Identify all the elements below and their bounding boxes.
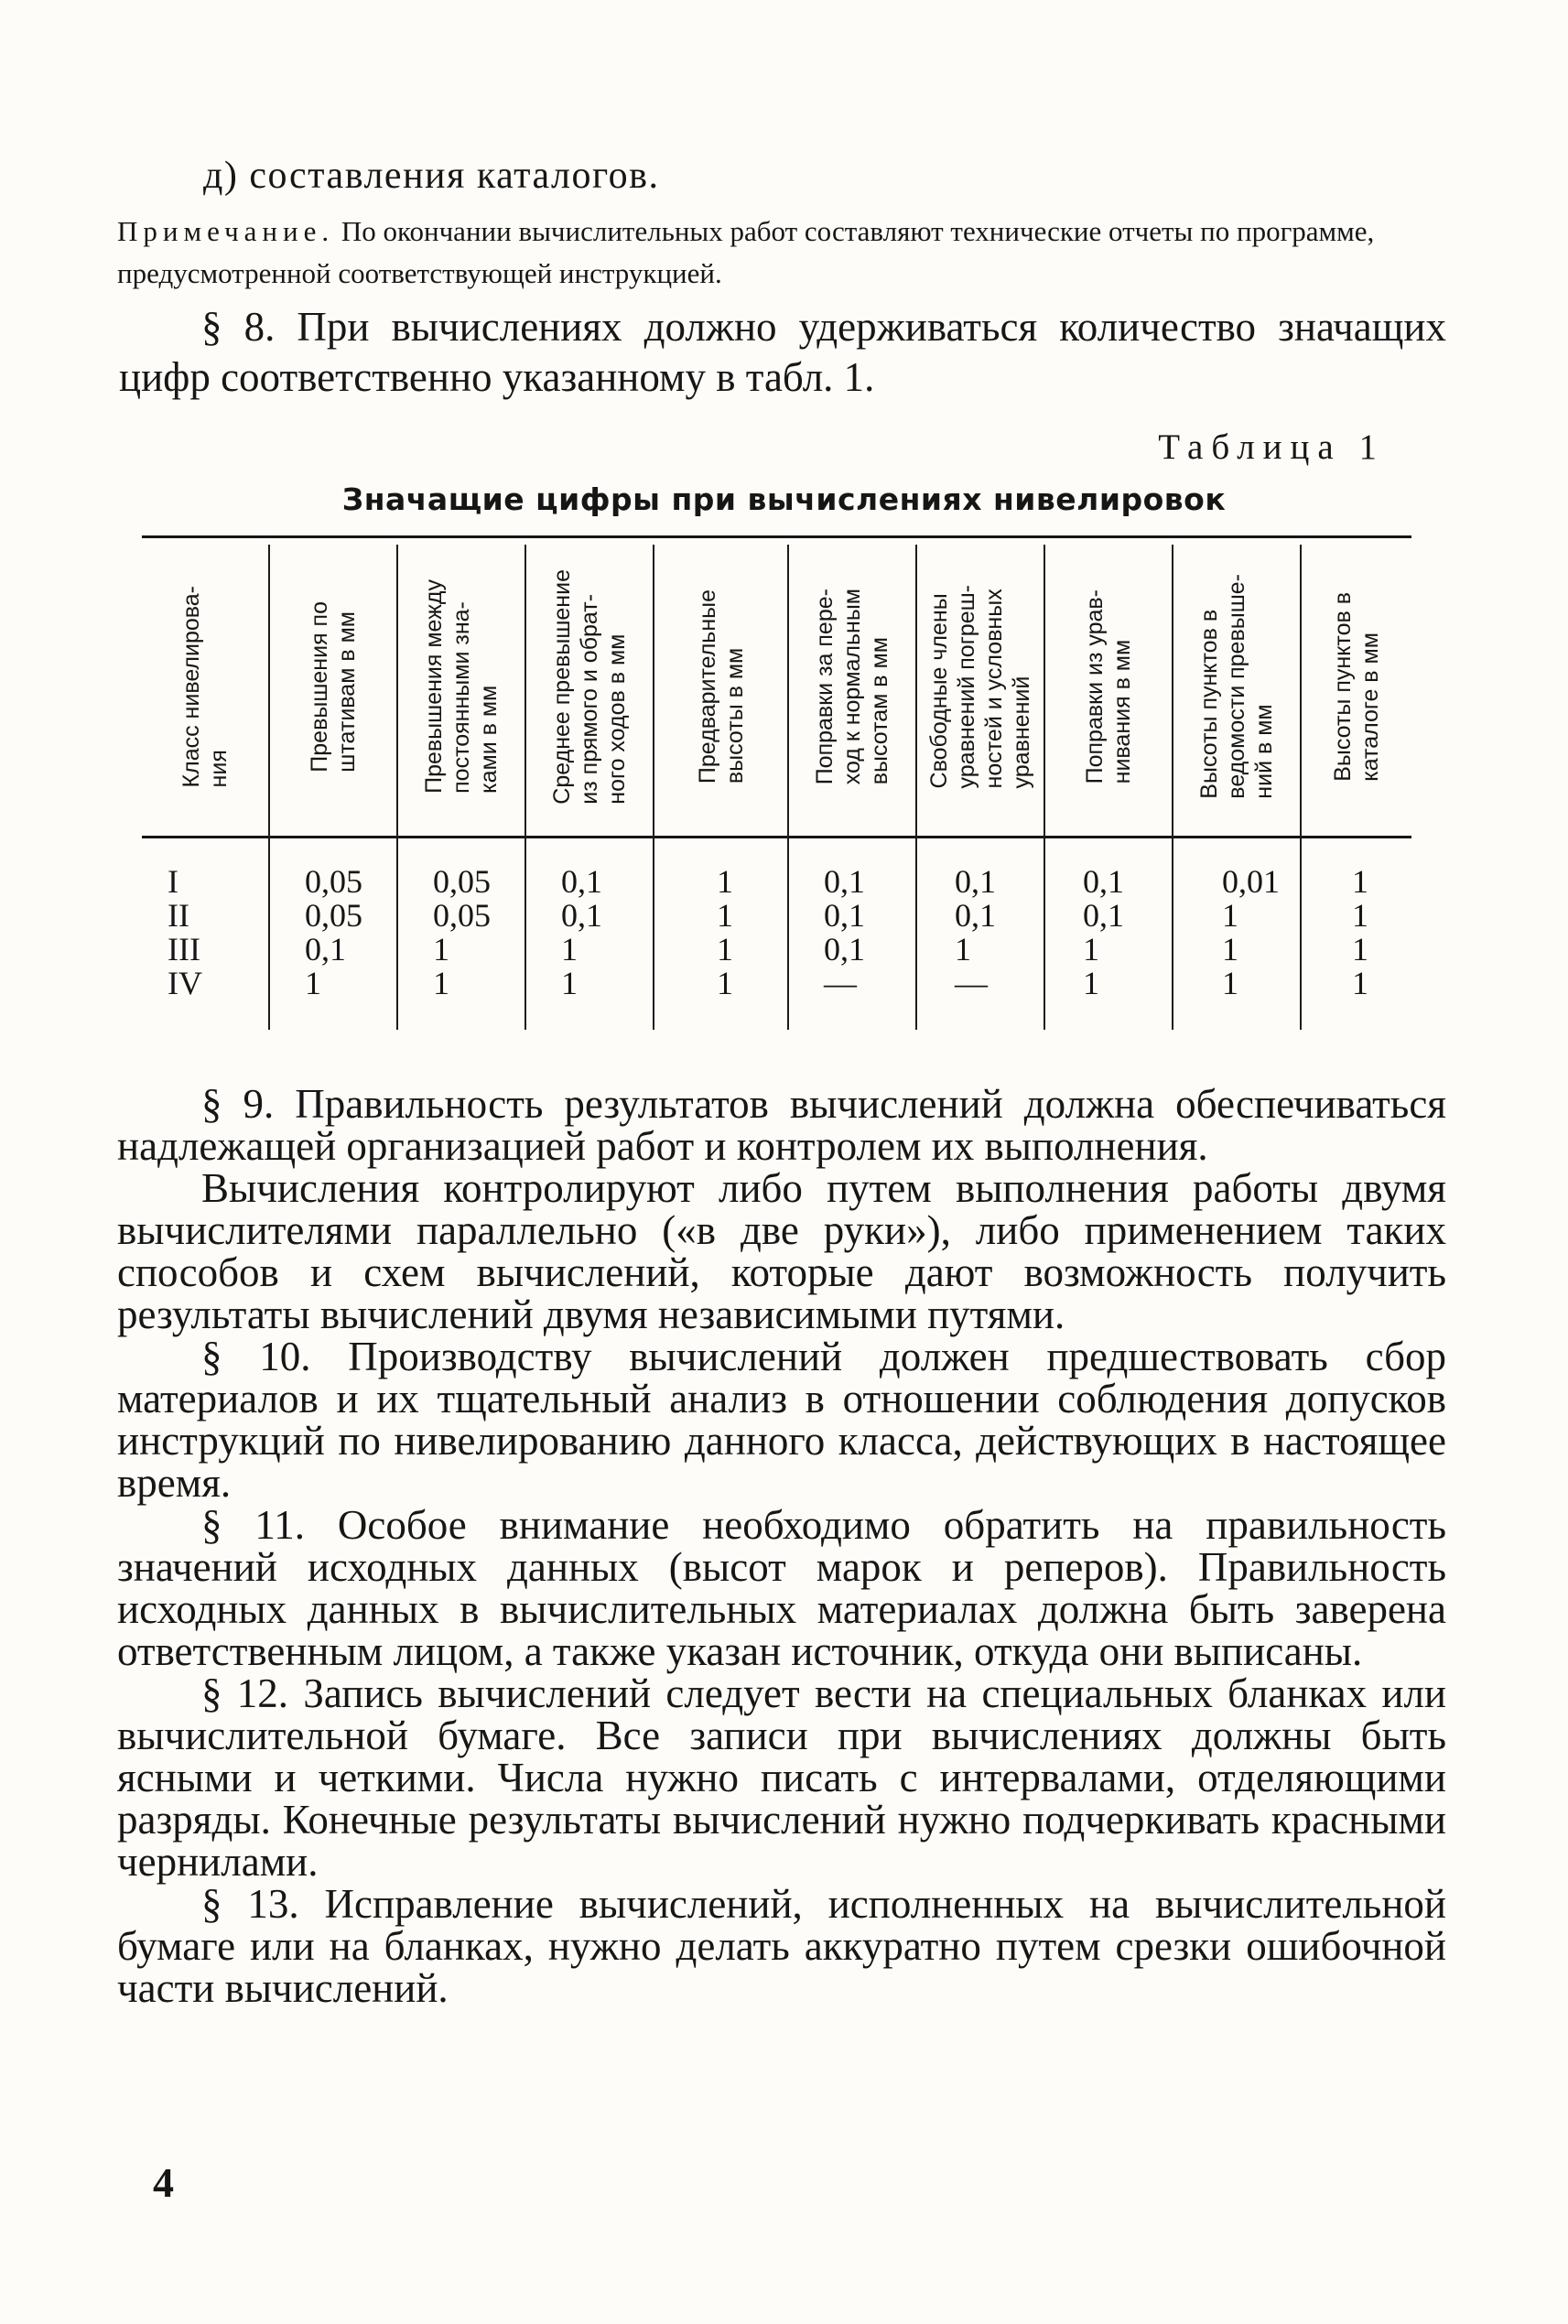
column-benchmark-values: [433, 865, 491, 1000]
table-cell: 0,05: [433, 863, 491, 900]
header-staff-elevations: Превышения по штативам в мм: [307, 600, 360, 773]
note: [117, 211, 1435, 295]
table-cell: IV: [168, 965, 202, 1001]
table-cell: 1: [305, 965, 321, 1001]
note-label: Примечание.: [117, 215, 335, 247]
table-cell: 0,05: [305, 897, 362, 934]
body-paragraphs: [117, 1083, 1446, 2009]
header-heights-catalog: Высоты пунктов в каталоге в мм: [1330, 591, 1383, 782]
table-cell: 1: [561, 965, 578, 1001]
paragraph-13: § 13. Исправление вычислений, исполненных на вычислительной бумаге или на бланках, нужно делать аккуратно путем срезки ошибочной части вычислений.: [117, 1881, 1446, 2011]
paragraph-10: § 10. Производству вычислений должен предшествовать сбор материалов и их тщательный анализ в отношении соблюдения допусков инструкций по нивелированию данного класса, действующих в настоящее время.: [117, 1334, 1446, 1506]
significant-digits-table: [142, 535, 1411, 1034]
header-normal-height-corrections: Поправки за пере- ход к нормальным высотам в мм: [812, 588, 892, 785]
table-title: Значащие цифры при вычислениях нивелировок: [341, 481, 1227, 517]
table-cell: 1: [561, 931, 578, 967]
header-adjustment-corrections: Поправки из урав- нивания в мм: [1082, 589, 1135, 784]
table-cell: 1: [955, 931, 971, 967]
paragraph-9: § 9. Правильность результатов вычислений должна обеспечиваться надлежащей организацией работ и контролем их выполнения.: [117, 1081, 1446, 1169]
table-cell: 1: [1352, 931, 1368, 967]
table-cell: 1: [1352, 863, 1368, 900]
column-class-values: [168, 865, 202, 1000]
table-cell: 0,1: [824, 897, 865, 934]
table-cell: II: [168, 897, 189, 934]
column-normal-correction-values: [824, 865, 865, 1000]
column-catalog-values: [1352, 865, 1368, 1000]
header-mean-elevation: Среднее превышение из прямого и обрат- ного ходов в мм: [549, 568, 630, 805]
table-cell: 0,1: [561, 897, 602, 934]
header-heights-statement: Высоты пунктов в ведомости превыше- ний в мм: [1196, 574, 1277, 799]
column-free-term-values: [955, 865, 996, 1000]
header-preliminary-heights: Предварительные высоты в мм: [694, 589, 748, 784]
table-cell: 1: [433, 965, 449, 1001]
table-cell: —: [955, 965, 988, 1001]
table-cell: 1: [1083, 931, 1099, 967]
table-cell: 0,1: [955, 897, 996, 934]
column-staff-values: [305, 865, 362, 1000]
table-cell: 1: [1352, 897, 1368, 934]
table-cell: 1: [717, 897, 733, 934]
table-cell: III: [168, 931, 200, 967]
table-cell: 1: [717, 863, 733, 900]
table-cell: 0,05: [305, 863, 362, 900]
table-cell: 1: [1222, 931, 1238, 967]
column-preliminary-values: [717, 865, 733, 1000]
table-cell: I: [168, 863, 178, 900]
table-cell: 1: [1083, 965, 1099, 1001]
list-item-d: д) составления каталогов.: [203, 155, 660, 197]
table-cell: 0,1: [955, 863, 996, 900]
table-cell: —: [824, 965, 857, 1001]
paragraph-11: § 11. Особое внимание необходимо обратить на правильность значений исходных данных (высот марок и реперов). Правильность исходных данных в вычислительных материалах должна быть заверена ответственным лицом, а также указан источник, откуда они выписаны.: [117, 1502, 1446, 1674]
table-cell: 0,1: [824, 931, 865, 967]
table-header-rule: [142, 836, 1411, 838]
table-cell: 1: [1222, 965, 1238, 1001]
table-cell: 1: [717, 965, 733, 1001]
note-text: По окончании вычислительных работ составляют технические отчеты по программе, предусмотренной соответствующей инструкцией.: [117, 215, 1375, 289]
paragraph-12: § 12. Запись вычислений следует вести на специальных бланках или вычислительной бумаге. Все записи при вычислениях должны быть ясными и четкими. Числа нужно писать с интервалами, отделяющими разряды. Конечные результаты вычислений нужно подчеркивать красными чернилами.: [117, 1670, 1446, 1885]
paragraph-8: [119, 302, 1446, 403]
header-free-terms: Свободные члены уравнений погреш- ностей и условных уравнений: [926, 584, 1034, 789]
column-mean-values: [561, 865, 602, 1000]
table-cell: 1: [433, 931, 449, 967]
table-cell: 0,01: [1222, 863, 1280, 900]
page-number: 4: [153, 2159, 174, 2206]
table-top-rule: [142, 535, 1411, 538]
table-cell: 0,1: [305, 931, 346, 967]
table-cell: 0,1: [1083, 863, 1124, 900]
table-label: Таблица 1: [1158, 427, 1385, 467]
table-cell: 1: [717, 931, 733, 967]
column-adjustment-values: [1083, 865, 1124, 1000]
paragraph-8-text: § 8. При вычислениях должно удерживаться количество значащих цифр соответственно указанному в табл. 1.: [119, 304, 1446, 400]
header-leveling-class: Класс нивелирова- ния: [178, 585, 232, 788]
table-cell: 1: [1222, 897, 1238, 934]
table-cell: 0,05: [433, 897, 491, 934]
paragraph-9-continued: Вычисления контролируют либо путем выполнения работы двумя вычислителями параллельно («в две руки»), либо применением таких способов и схем вычислений, которые дают возможность получить результаты вычислений двумя независимыми путями.: [117, 1165, 1446, 1337]
header-benchmark-elevations: Превышения между постоянными зна- ками в мм: [421, 579, 502, 794]
table-cell: 1: [1352, 965, 1368, 1001]
table-cell: 0,1: [1083, 897, 1124, 934]
column-statement-values: [1222, 865, 1280, 1000]
table-cell: 0,1: [824, 863, 865, 900]
table-cell: 0,1: [561, 863, 602, 900]
